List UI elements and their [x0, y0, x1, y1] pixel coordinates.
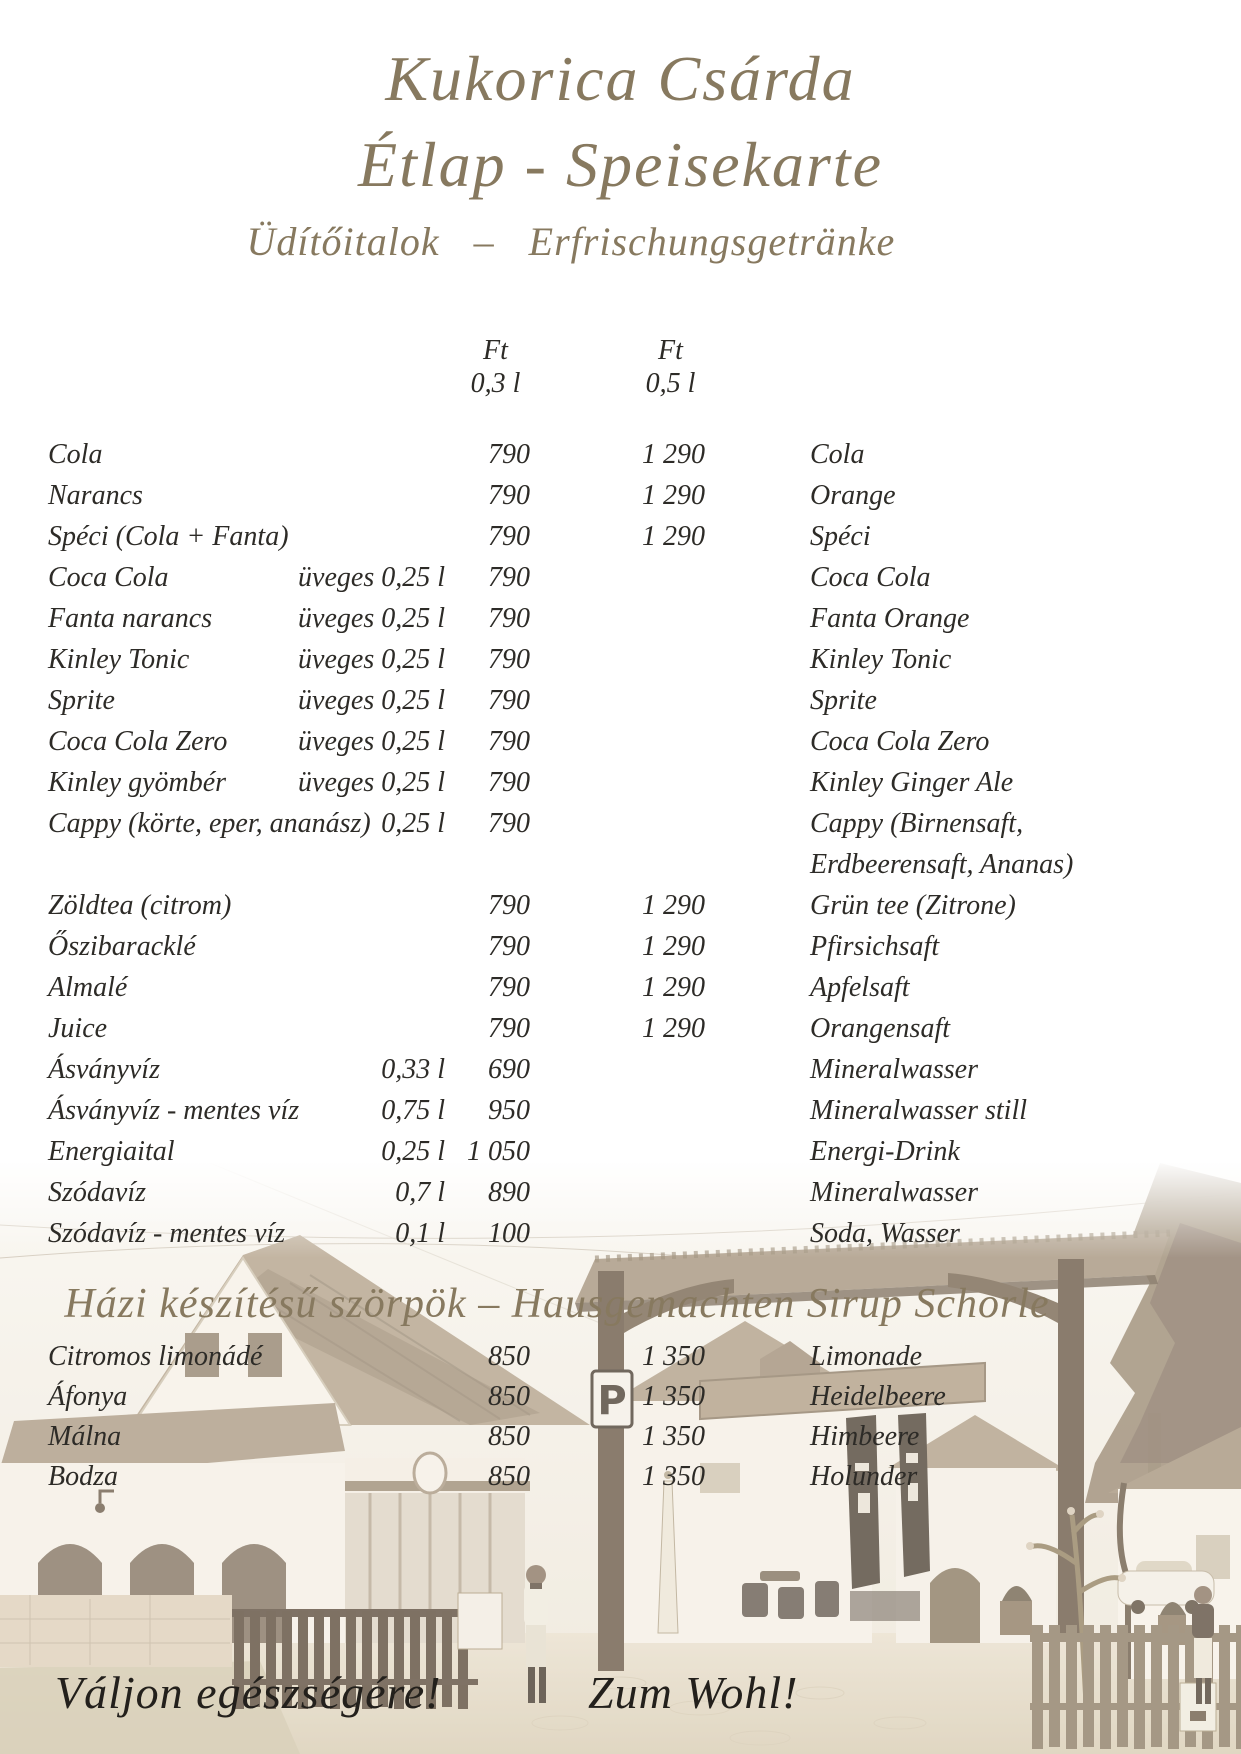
item-size: üveges 0,25 l	[298, 685, 445, 716]
syrup-row	[0, 1336, 1241, 1376]
price-large: 1 350	[642, 1461, 705, 1492]
item-size: 0,33 l	[381, 1054, 445, 1085]
price-large	[530, 1090, 705, 1131]
item-name-hu: Energiaital	[48, 1136, 175, 1167]
price-small: 790	[488, 603, 530, 634]
item-name-de: Spéci	[810, 521, 871, 552]
drink-row	[0, 598, 1241, 639]
drink-row	[0, 680, 1241, 721]
drink-row	[0, 1008, 1241, 1049]
item-size: üveges 0,25 l	[298, 767, 445, 798]
item-size	[295, 885, 445, 926]
price-large	[530, 557, 705, 598]
syrup-row	[0, 1376, 1241, 1416]
item-size	[295, 475, 445, 516]
price-large	[530, 1049, 705, 1090]
column-header-large	[598, 334, 743, 400]
price-large	[530, 762, 705, 803]
price-small: 790	[488, 890, 530, 921]
price-small: 790	[488, 767, 530, 798]
price-large: 1 290	[642, 521, 705, 552]
drinks-list	[0, 434, 1241, 1254]
restaurant-name: Kukorica Csárda	[385, 43, 856, 114]
price-small: 850	[488, 1421, 530, 1452]
price-small: 850	[488, 1341, 530, 1372]
toast-german: Zum Wohl!	[588, 1667, 799, 1718]
price-large	[530, 803, 705, 844]
item-name-hu: Bodza	[48, 1461, 118, 1492]
item-name-de: Coca Cola Zero	[810, 726, 990, 757]
price-small: 790	[488, 685, 530, 716]
item-name-hu: Narancs	[48, 480, 143, 511]
item-name-de: Mineralwasser	[810, 1054, 978, 1085]
price-small: 790	[488, 644, 530, 675]
item-name-hu: Cappy (körte, eper, ananász)	[48, 808, 371, 839]
item-name-de: Mineralwasser still	[810, 1095, 1028, 1126]
item-size: 0,75 l	[381, 1095, 445, 1126]
size-large-label: 0,5 l	[645, 368, 696, 399]
price-small	[445, 844, 530, 885]
price-small: 890	[488, 1177, 530, 1208]
item-name-de: Soda, Wasser	[810, 1218, 960, 1249]
syrups-list	[0, 1336, 1241, 1496]
item-name-hu: Fanta narancs	[48, 603, 213, 634]
item-name-hu: Almalé	[48, 972, 128, 1003]
item-name-hu: Zöldtea (citrom)	[48, 890, 232, 921]
svg-text:P: P	[597, 1378, 627, 1424]
price-small: 790	[488, 480, 530, 511]
drink-row	[0, 434, 1241, 475]
item-size: 0,7 l	[395, 1177, 445, 1208]
price-large	[530, 1131, 705, 1172]
item-size	[295, 1008, 445, 1049]
menu-title: Étlap - Speisekarte	[358, 129, 883, 200]
price-large	[530, 721, 705, 762]
drink-row	[0, 557, 1241, 598]
item-name-hu: Szódavíz	[48, 1177, 146, 1208]
item-name-de: Orangensaft	[810, 1013, 950, 1044]
syrup-row	[0, 1456, 1241, 1496]
item-name-de: Heidelbeere	[810, 1381, 946, 1412]
drink-row	[0, 885, 1241, 926]
drink-row	[0, 1049, 1241, 1090]
price-large: 1 350	[642, 1381, 705, 1412]
item-name-de: Cappy (Birnensaft,	[810, 808, 1024, 839]
price-large	[530, 680, 705, 721]
item-name-hu: Citromos limonádé	[48, 1341, 263, 1372]
title-separator: –	[473, 219, 495, 264]
item-name-de: Mineralwasser	[810, 1177, 978, 1208]
drink-row	[0, 721, 1241, 762]
price-small: 790	[488, 931, 530, 962]
item-name-de: Orange	[810, 480, 896, 511]
price-small: 790	[488, 972, 530, 1003]
price-large	[530, 1213, 705, 1254]
item-size: 0,1 l	[395, 1218, 445, 1249]
item-name-hu: Juice	[48, 1013, 108, 1044]
item-name-hu: Coca Cola Zero	[48, 726, 228, 757]
item-name-hu: Kinley gyömbér	[48, 767, 227, 798]
item-size: üveges 0,25 l	[298, 726, 445, 757]
section-syrups-title: Házi készítésű szörpök – Hausgemachten Sirup Schorle	[64, 1281, 1050, 1327]
price-small: 790	[488, 521, 530, 552]
drink-row	[0, 1131, 1241, 1172]
price-small: 690	[488, 1054, 530, 1085]
item-name-de: Kinley Ginger Ale	[810, 767, 1014, 798]
price-small: 790	[488, 808, 530, 839]
item-name-de: Energi-Drink	[810, 1136, 960, 1167]
price-small: 790	[488, 562, 530, 593]
drink-row	[0, 926, 1241, 967]
price-large: 1 290	[642, 1013, 705, 1044]
size-small-label: 0,3 l	[470, 368, 521, 399]
drink-row	[0, 1172, 1241, 1213]
price-large: 1 290	[642, 480, 705, 511]
drink-row	[0, 762, 1241, 803]
drink-row	[0, 1213, 1241, 1254]
drink-row	[0, 475, 1241, 516]
currency-label: Ft	[483, 335, 508, 366]
section-drinks-title	[0, 218, 1142, 265]
item-name-hu: Áfonya	[48, 1381, 128, 1412]
item-name-hu: Spéci (Cola + Fanta)	[48, 521, 289, 552]
item-name-de: Fanta Orange	[810, 603, 970, 634]
item-name-hu: Szódavíz - mentes víz	[48, 1218, 286, 1249]
item-name-de: Cola	[810, 439, 865, 470]
price-small: 790	[488, 726, 530, 757]
item-size	[295, 434, 445, 475]
price-large: 1 350	[642, 1421, 705, 1452]
drink-row	[0, 803, 1241, 844]
item-name-hu: Kinley Tonic	[48, 644, 190, 675]
price-large: 1 350	[642, 1341, 705, 1372]
item-name-de: Grün tee (Zitrone)	[810, 890, 1016, 921]
price-large: 1 290	[642, 972, 705, 1003]
price-large: 1 290	[642, 439, 705, 470]
item-size	[295, 967, 445, 1008]
drinks-title-de: Erfrischungsgetränke	[528, 219, 896, 264]
toast-hungarian: Váljon egészségére!	[55, 1667, 442, 1718]
drink-row	[0, 967, 1241, 1008]
price-large: 1 290	[642, 890, 705, 921]
item-name-hu: Málna	[48, 1421, 122, 1452]
item-name-hu: Cola	[48, 439, 103, 470]
item-name-de: Himbeere	[810, 1421, 920, 1452]
drink-row	[0, 844, 1241, 885]
price-large: 1 290	[642, 931, 705, 962]
item-name-de: Limonade	[810, 1341, 922, 1372]
price-small: 950	[488, 1095, 530, 1126]
item-name-hu: Ásványvíz - mentes víz	[48, 1095, 300, 1126]
item-size	[295, 926, 445, 967]
price-large	[530, 639, 705, 680]
item-name-de: Coca Cola	[810, 562, 931, 593]
item-name-de: Sprite	[810, 685, 877, 716]
item-name-de: Apfelsaft	[810, 972, 910, 1003]
item-name-de: Pfirsichsaft	[810, 931, 940, 962]
price-small: 790	[488, 439, 530, 470]
item-name-hu: Coca Cola	[48, 562, 169, 593]
item-size: üveges 0,25 l	[298, 644, 445, 675]
item-size: 0,25 l	[381, 808, 445, 839]
price-small: 1 050	[467, 1136, 530, 1167]
column-header-small	[443, 334, 548, 400]
drinks-title-hu: Üdítőitalok	[246, 219, 440, 264]
drink-row	[0, 1090, 1241, 1131]
item-size	[295, 516, 445, 557]
item-name-hu: Őszibaracklé	[48, 931, 196, 962]
price-large	[530, 1172, 705, 1213]
price-large	[530, 844, 705, 885]
price-large	[530, 598, 705, 639]
price-small: 850	[488, 1461, 530, 1492]
price-small: 100	[488, 1218, 530, 1249]
item-size: üveges 0,25 l	[298, 603, 445, 634]
item-size	[295, 844, 445, 885]
item-name-de: Erdbeerensaft, Ananas)	[810, 849, 1074, 880]
item-name-hu: Sprite	[48, 685, 115, 716]
item-name-de: Holunder	[810, 1461, 918, 1492]
drink-row	[0, 516, 1241, 557]
item-size: 0,25 l	[381, 1136, 445, 1167]
item-name-hu: Ásványvíz	[48, 1054, 160, 1085]
price-small: 790	[488, 1013, 530, 1044]
currency-label: Ft	[658, 335, 683, 366]
item-size: üveges 0,25 l	[298, 562, 445, 593]
price-small: 850	[488, 1381, 530, 1412]
syrup-row	[0, 1416, 1241, 1456]
item-name-de: Kinley Tonic	[810, 644, 952, 675]
drink-row	[0, 639, 1241, 680]
